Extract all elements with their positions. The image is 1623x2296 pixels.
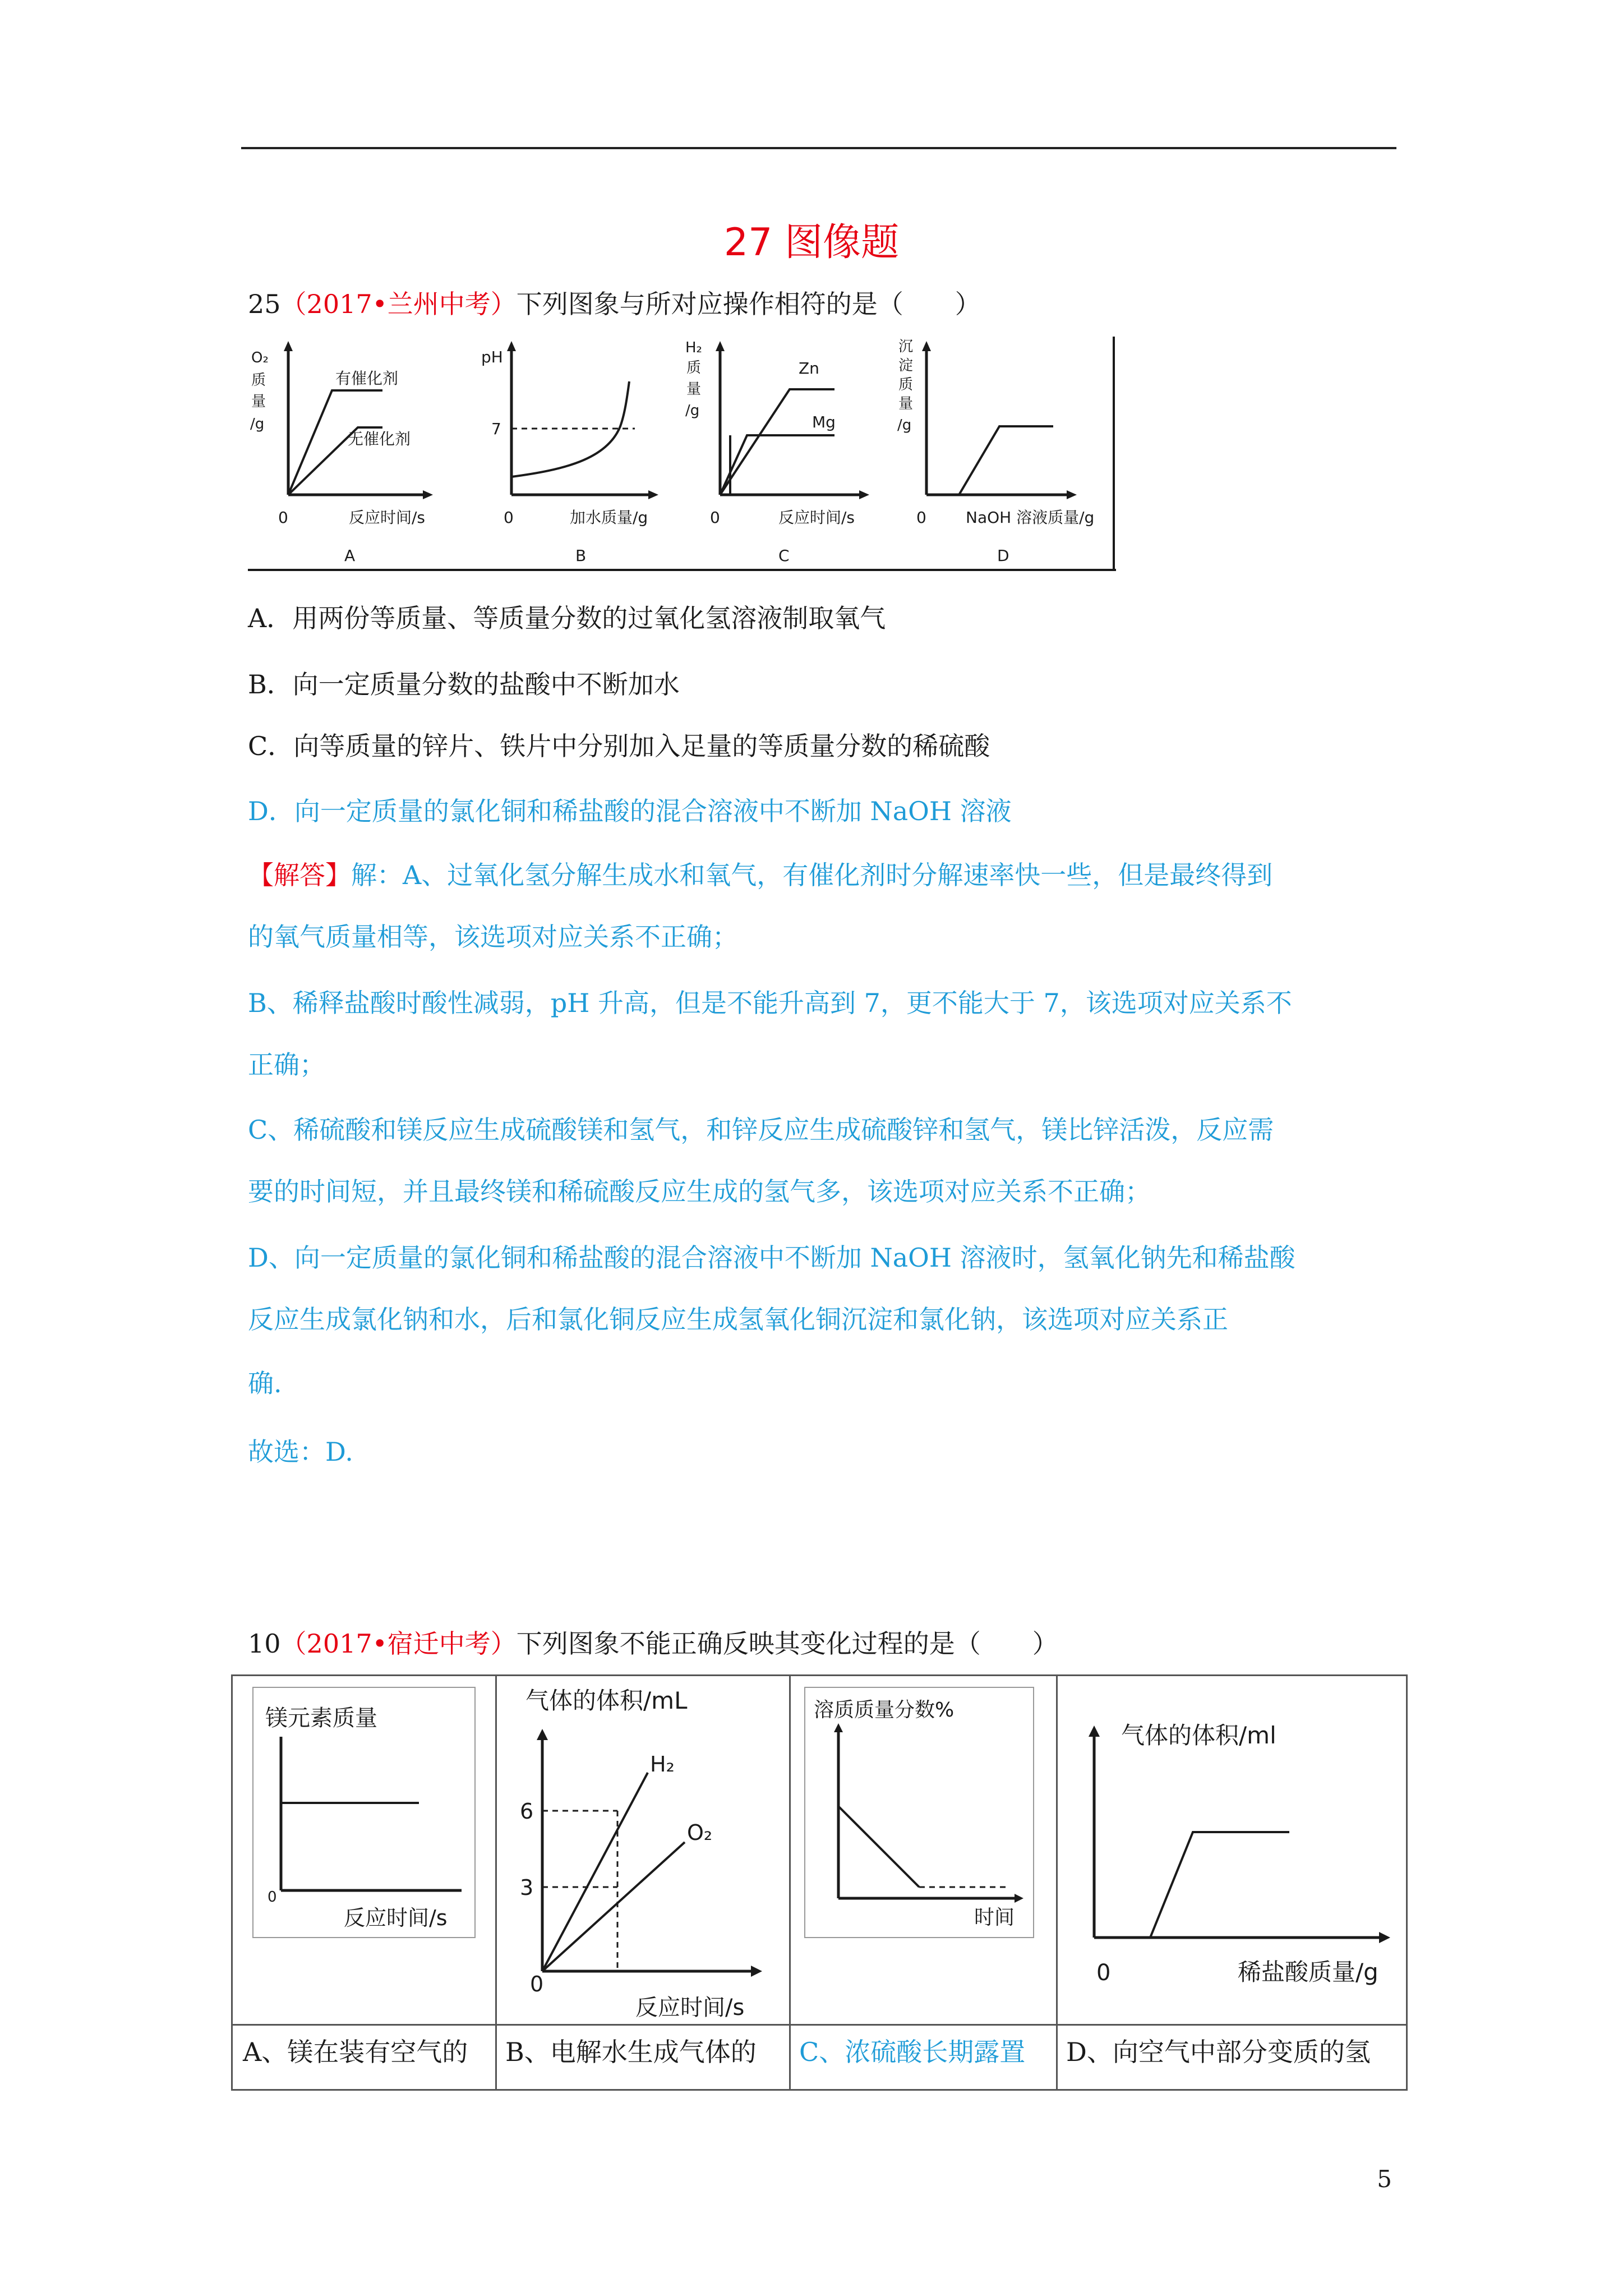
q10-chart-a-origin: 0 [268,1889,277,1906]
chart-b-tick-7: 7 [491,420,501,438]
chart-c-mg-label: Mg [812,413,836,431]
chart-c-xlabel: 反应时间/s [778,508,855,527]
page-title: 27 图像题 [723,220,900,265]
chart-c-ylabel-4: /g [685,402,700,419]
q10-chart-b-tick-6: 6 [520,1799,534,1824]
q10-caption-c: C、浓硫酸长期露置 [799,2037,1026,2067]
chart-d-origin: 0 [916,508,926,527]
answer-tag: 【解答】 [248,860,351,890]
caption-divider [495,2024,789,2026]
chart-a-ylabel-1: O₂ [251,349,269,366]
chart-d-ylabel-4: 量 [898,395,914,412]
q25-chart-c [685,339,869,565]
q10-chart-d-line [1150,1832,1289,1938]
q25-answer-line-6: 要的时间短，并且最终镁和稀硫酸反应生成的氢气多，该选项对应关系不正确； [248,1176,1151,1207]
q10-chart-a [233,1676,495,2024]
q25-answer-line-9: 确. [248,1368,282,1398]
q25-stem: 下列图象与所对应操作相符的是（ ） [516,289,981,319]
q25-answer-line-1 [248,858,1272,892]
q10-chart-b-h2-label: H₂ [650,1752,675,1777]
q25-option-a: A．用两份等质量、等质量分数的过氧化氢溶液制取氧气 [248,603,886,633]
q25-option-b: B．向一定质量分数的盐酸中不断加水 [248,669,680,700]
q10-cell-c [789,1676,1058,2089]
chart-a-nocatalyst-label: 无催化剂 [348,430,411,448]
q25-source: （2017•兰州中考） [280,289,517,319]
q10-chart-c-y-arrow [834,1723,843,1732]
q25-answer-line-7: D、向一定质量的氯化铜和稀盐酸的混合溶液中不断加 NaOH 溶液时，氢氧化钠先和稀盐酸 [248,1243,1295,1273]
chart-d-x-arrow [1067,490,1077,499]
chart-b-ylabel: pH [481,348,503,366]
q25-chart-b [481,341,658,565]
q10-chart-b-tick-3: 3 [520,1875,534,1900]
q10-chart-c-xlabel: 时间 [974,1906,1015,1929]
q10-chart-a-xlabel: 反应时间/s [344,1906,448,1930]
chart-c-letter: C [778,546,790,565]
q25-number: 25 [248,289,281,319]
chart-d-ylabel-2: 淀 [898,357,914,374]
chart-a-y-arrow [284,341,293,351]
q10-caption-a: A、镁在装有空气的 [243,2037,468,2067]
q10-chart-d-origin: 0 [1096,1960,1111,1986]
caption-divider [1056,2024,1406,2026]
q10-chart-c-x-arrow [1015,1894,1023,1903]
chart-d-ylabel-1: 沉 [898,338,914,355]
q25-option-d: D．向一定质量的氯化铜和稀盐酸的混合溶液中不断加 NaOH 溶液 [248,796,1012,826]
q10-chart-d-xlabel: 稀盐酸质量/g [1238,1958,1378,1986]
chart-b-x-arrow [648,490,658,499]
chart-a-ylabel-2: 质 [251,372,266,389]
chart-a-origin: 0 [278,508,288,527]
q25-chart-d [897,338,1094,565]
q10-chart-b [495,1676,789,2024]
q10-chart-b-o2-label: O₂ [687,1820,713,1845]
q10-caption-b: B、电解水生成气体的 [505,2037,757,2067]
q10-chart-b-origin: 0 [530,1972,544,1996]
chart-c-zn-line [720,389,834,495]
chart-a-catalyst-label: 有催化剂 [335,369,399,388]
q10-cell-b [495,1676,791,2089]
chart-c-ylabel-2: 质 [686,360,702,376]
chart-b-xlabel: 加水质量/g [570,508,648,527]
chart-d-ylabel-5: /g [897,417,912,434]
caption-divider [789,2024,1056,2026]
chart-b-letter: B [575,546,587,565]
q25-chart-a [250,341,433,565]
header-rule [241,147,1396,149]
q25-answer-line-5: C、稀硫酸和镁反应生成硫酸镁和氢气，和锌反应生成硫酸锌和氢气，镁比锌活泼，反应需 [248,1115,1274,1145]
chart-c-ylabel-3: 量 [686,381,702,398]
q10-cell-a [233,1676,497,2089]
chart-c-y-arrow [716,341,725,351]
chart-c-ylabel-1: H₂ [685,339,702,356]
q10-chart-c-ylabel: 溶质质量分数% [814,1699,955,1722]
q10-chart-d-y-arrow [1089,1726,1100,1737]
chart-d-letter: D [997,546,1009,565]
chart-a-ylabel-3: 量 [251,393,266,410]
q25-answer-line-2: 的氧气质量相等，该选项对应关系不正确； [248,922,738,952]
q25-answer-line-4: 正确； [248,1050,325,1080]
chart-d-ylabel-3: 质 [898,376,914,393]
q25-stem-line [248,287,981,321]
q10-chart-b-h2-line [542,1773,648,1971]
chart-b-y-arrow [507,341,516,351]
q10-table [231,1674,1408,2091]
chart-c-x-arrow [859,490,869,499]
q10-chart-d-ylabel: 气体的体积/ml [1121,1722,1276,1749]
q10-cell-d [1056,1676,1406,2089]
chart-b-ph-curve [511,381,629,477]
chart-b-origin: 0 [504,508,514,527]
chart-c-mg-line [720,435,834,495]
chart-d-y-arrow [922,341,931,351]
q10-stem: 下列图象不能正确反映其变化过程的是（ ） [516,1628,1058,1659]
q10-stem-line [248,1627,1058,1660]
q10-source: （2017•宿迁中考） [280,1628,517,1659]
q25-option-c: C．向等质量的锌片、铁片中分别加入足量的等质量分数的稀硫酸 [248,731,990,761]
chart-d-precipitate-line [959,426,1053,495]
chart-c-zn-label: Zn [799,359,819,378]
q10-chart-b-o2-line [542,1842,685,1971]
chart-a-ylabel-4: /g [250,416,265,432]
q25-answer-line-3: B、稀释盐酸时酸性减弱，pH 升高，但是不能升高到 7，更不能大于 7，该选项对应关系不 [248,988,1292,1018]
q10-number: 10 [248,1628,281,1659]
chart-d-xlabel: NaOH 溶液质量/g [966,508,1095,527]
q10-chart-d-x-arrow [1379,1932,1390,1943]
q10-chart-b-xlabel: 反应时间/s [635,1995,745,2021]
q10-chart-b-x-arrow [751,1966,762,1977]
q10-chart-c-line [838,1806,919,1887]
caption-divider [233,2024,495,2026]
q10-chart-b-ylabel: 气体的体积/mL [525,1687,688,1714]
q10-chart-d [1056,1676,1406,2024]
chart-a-letter: A [344,546,356,565]
q10-chart-b-y-arrow [537,1729,548,1740]
q25-figure [248,337,1116,572]
q10-caption-d: D、向空气中部分变质的氢 [1066,2037,1371,2067]
q10-chart-a-ylabel: 镁元素质量 [265,1705,377,1731]
chart-c-origin: 0 [710,508,720,527]
page-number: 5 [1377,2165,1392,2193]
answer-text-1: 解：A、过氧化氢分解生成水和氧气，有催化剂时分解速率快一些，但是最终得到 [351,860,1273,890]
q25-figure-svg [248,337,1116,572]
q10-chart-c [789,1676,1056,2024]
q25-answer-conclusion: 故选：D. [248,1437,353,1467]
chart-a-x-arrow [423,490,433,499]
q25-answer-line-8: 反应生成氯化钠和水，后和氯化铜反应生成氢氧化铜沉淀和氯化钠，该选项对应关系正 [248,1304,1228,1335]
chart-a-xlabel: 反应时间/s [349,508,426,527]
